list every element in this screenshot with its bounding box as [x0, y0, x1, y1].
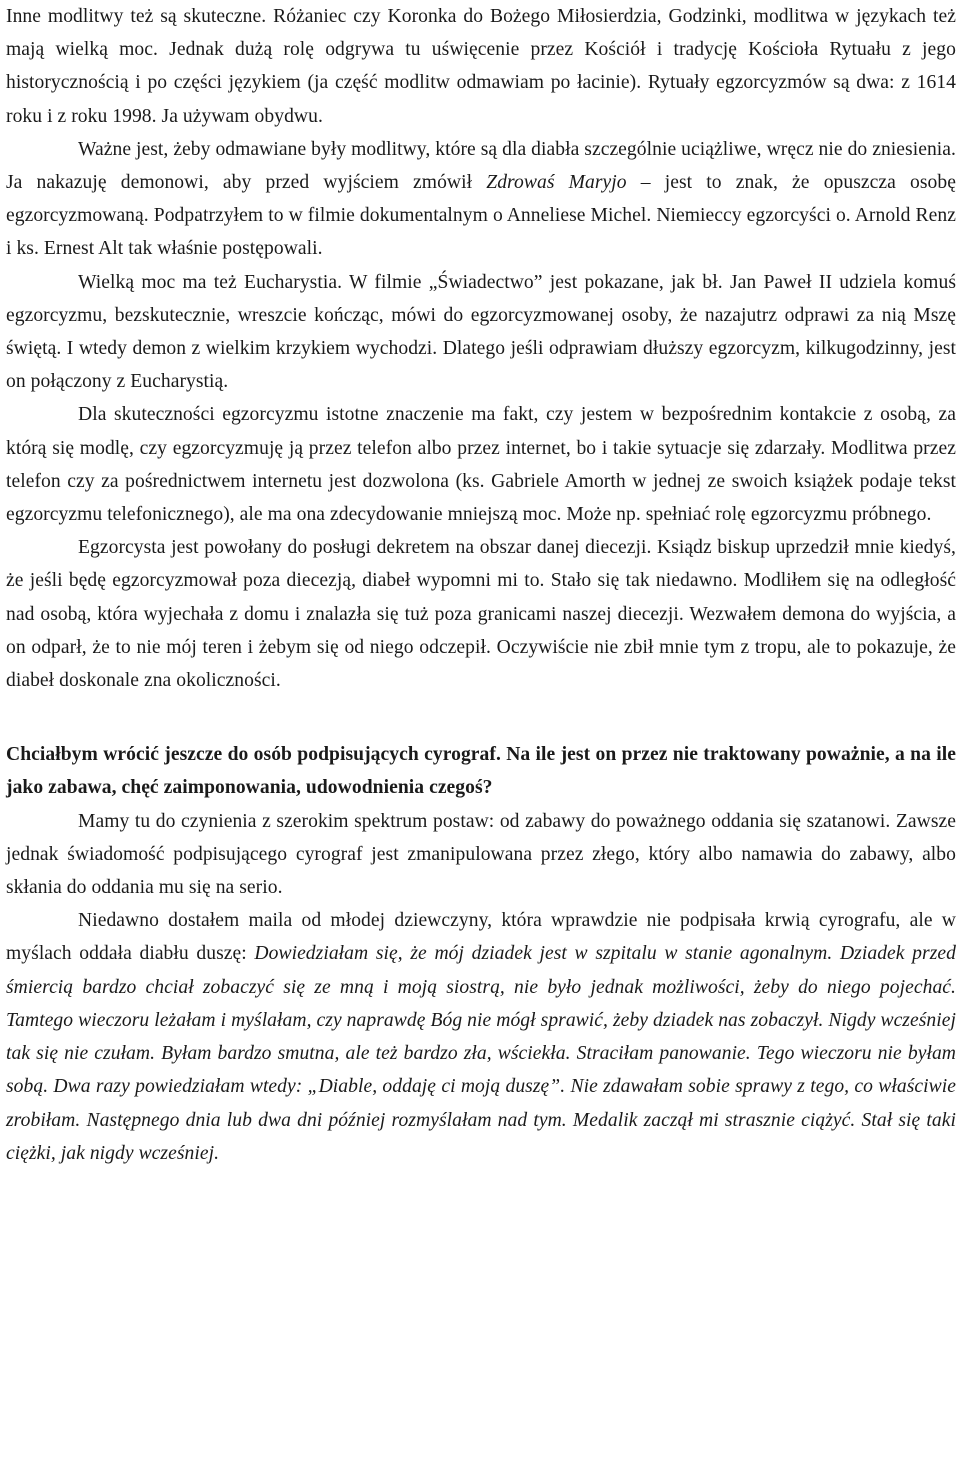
paragraph-text: Ważne jest, żeby odmawiane były modlitwy, które są dla diabła szczególnie uciążliwe, wręcz nie do zniesienia. Ja nakazuję demonowi, aby przed wyjściem zmówił: [6, 138, 956, 194]
paragraph-email-story: [6, 904, 956, 1170]
paragraph-diocese: [6, 531, 956, 697]
question-text: Chciałbym wrócić jeszcze do osób podpisujących cyrograf. Na ile jest on przez nie traktowany poważnie, a na ile jako zabawa, chęć zaimponowania, udowodnienia czegoś?: [6, 744, 956, 799]
paragraph-text: Egzorcysta jest powołany do posługi dekretem na obszar danej diecezji. Ksiądz biskup uprzedził mnie kiedyś, że jeśli będę egzorcyzmował poza diecezją, diabeł wypomni mi to. Stało się tak niedawno. Modliłem się na odległość nad osobą, która wyjechała z domu i znalazła się tuż poza granicami naszej diecezji. Wezwałem demona do wyjścia, a on odparł, że to nie mój teren i żebym się od niego odczepił. Oczywiście nie zbił mnie tym z tropu, ale to pokazuje, że diabeł doskonale zna okoliczności.: [6, 537, 956, 692]
interview-question: [6, 738, 956, 804]
paragraph-text: – jest to znak, że opuszcza osobę egzorcyzmowaną. Podpatrzyłem to w filmie dokumentalnym o Anneliese Michel. Niemieccy egzorcyści o. Arnold Renz i ks. Ernest Alt tak właśnie postępowali.: [6, 172, 956, 260]
paragraph-remote-exorcism: [6, 398, 956, 531]
paragraph-text: Wielką moc ma też Eucharystia. W filmie „Świadectwo” jest pokazane, jak bł. Jan Paweł II udziela komuś egzorcyzmu, bezskutecznie, wreszcie kończąc, mówi do egzorcyzmowanej osoby, że nazajutrz odprawi za nią Mszę świętą. I wtedy demon z wielkim krzykiem wychodzi. Dlatego jeśli odprawiam dłuższy egzorcyzm, kilkugodzinny, jest on połączony z Eucharystią.: [6, 271, 956, 393]
paragraph-prayers: [6, 0, 956, 133]
paragraph-prayers-text: Inne modlitwy też są skuteczne. Różaniec czy Koronka do Bożego Miłosierdzia, Godzinki, modlitwa w językach też mają wielką moc. Jednak dużą rolę odgrywa tu uświęcenie przez Kościół i tradycję Kościoła Rytuału z jego historycznością i po części językiem (ja część modlitw odmawiam po łacinie). Rytuały egzorcyzmów są dwa: z 1614 roku i z roku 1998. Ja używam obydwu.: [6, 6, 956, 127]
section-spacer: [6, 697, 956, 738]
paragraph-text: Mamy tu do czynienia z szerokim spektrum postaw: od zabawy do poważnego oddania się szatanowi. Zawsze jednak świadomość podpisującego cyrograf jest zmanipulowana przez złego, który albo namawia do zabawy, albo skłania do oddania mu się na serio.: [6, 810, 956, 899]
paragraph-text: Niedawno dostałem maila od młodej dziewczyny, która wprawdzie nie podpisała krwią cyrografu, ale w myślach oddała diabłu duszę:: [6, 910, 956, 965]
paragraph-text: Dla skuteczności egzorcyzmu istotne znaczenie ma fakt, czy jestem w bezpośrednim kontakcie z osobą, za którą się modlę, czy egzorcyzmuję ją przez telefon albo przez internet, bo i takie sytuacje się zdarzały. Modlitwa przez telefon czy za pośrednictwem internetu jest dozwolona (ks. Gabriele Amorth w jednej ze swoich książek podaje tekst egzorcyzmu telefonicznego), ale ma ona zdecydowanie mniejszą moc. Może np. spełniać rolę egzorcyzmu próbnego.: [6, 404, 956, 526]
paragraph-eucharist: [6, 266, 956, 399]
prayer-title-italic: Zdrowaś Maryjo: [486, 172, 627, 194]
quoted-email-italic: Dowiedziałam się, że mój dziadek jest w szpitalu w stanie agonalnym. Dziadek przed śmiercią bardzo chciał zobaczyć się ze mną i moją siostrą, nie było jednak możliwości, żeby do niego pojechać. Tamtego wieczoru leżałam i myślałam, czy naprawdę Bóg nie mógł sprawić, żeby dziadek nas zobaczył. Nigdy wcześniej tak się nie czułam. Byłam bardzo smutna, ale też bardzo zła, wściekła. Straciłam panowanie. Tego wieczoru nie byłam sobą. Dwa razy powiedziałam wtedy: „Diable, oddaję ci moją duszę”. Nie zdawałam sobie sprawy z tego, co właściwie zrobiłam. Następnego dnia lub dwa dni później rozmyślałam nad tym. Medalik zaczął mi strasznie ciążyć. Stał się taki ciężki, jak nigdy wcześniej.: [6, 943, 956, 1164]
paragraph-burdensome-prayers: [6, 133, 956, 266]
paragraph-attitudes: [6, 805, 956, 905]
